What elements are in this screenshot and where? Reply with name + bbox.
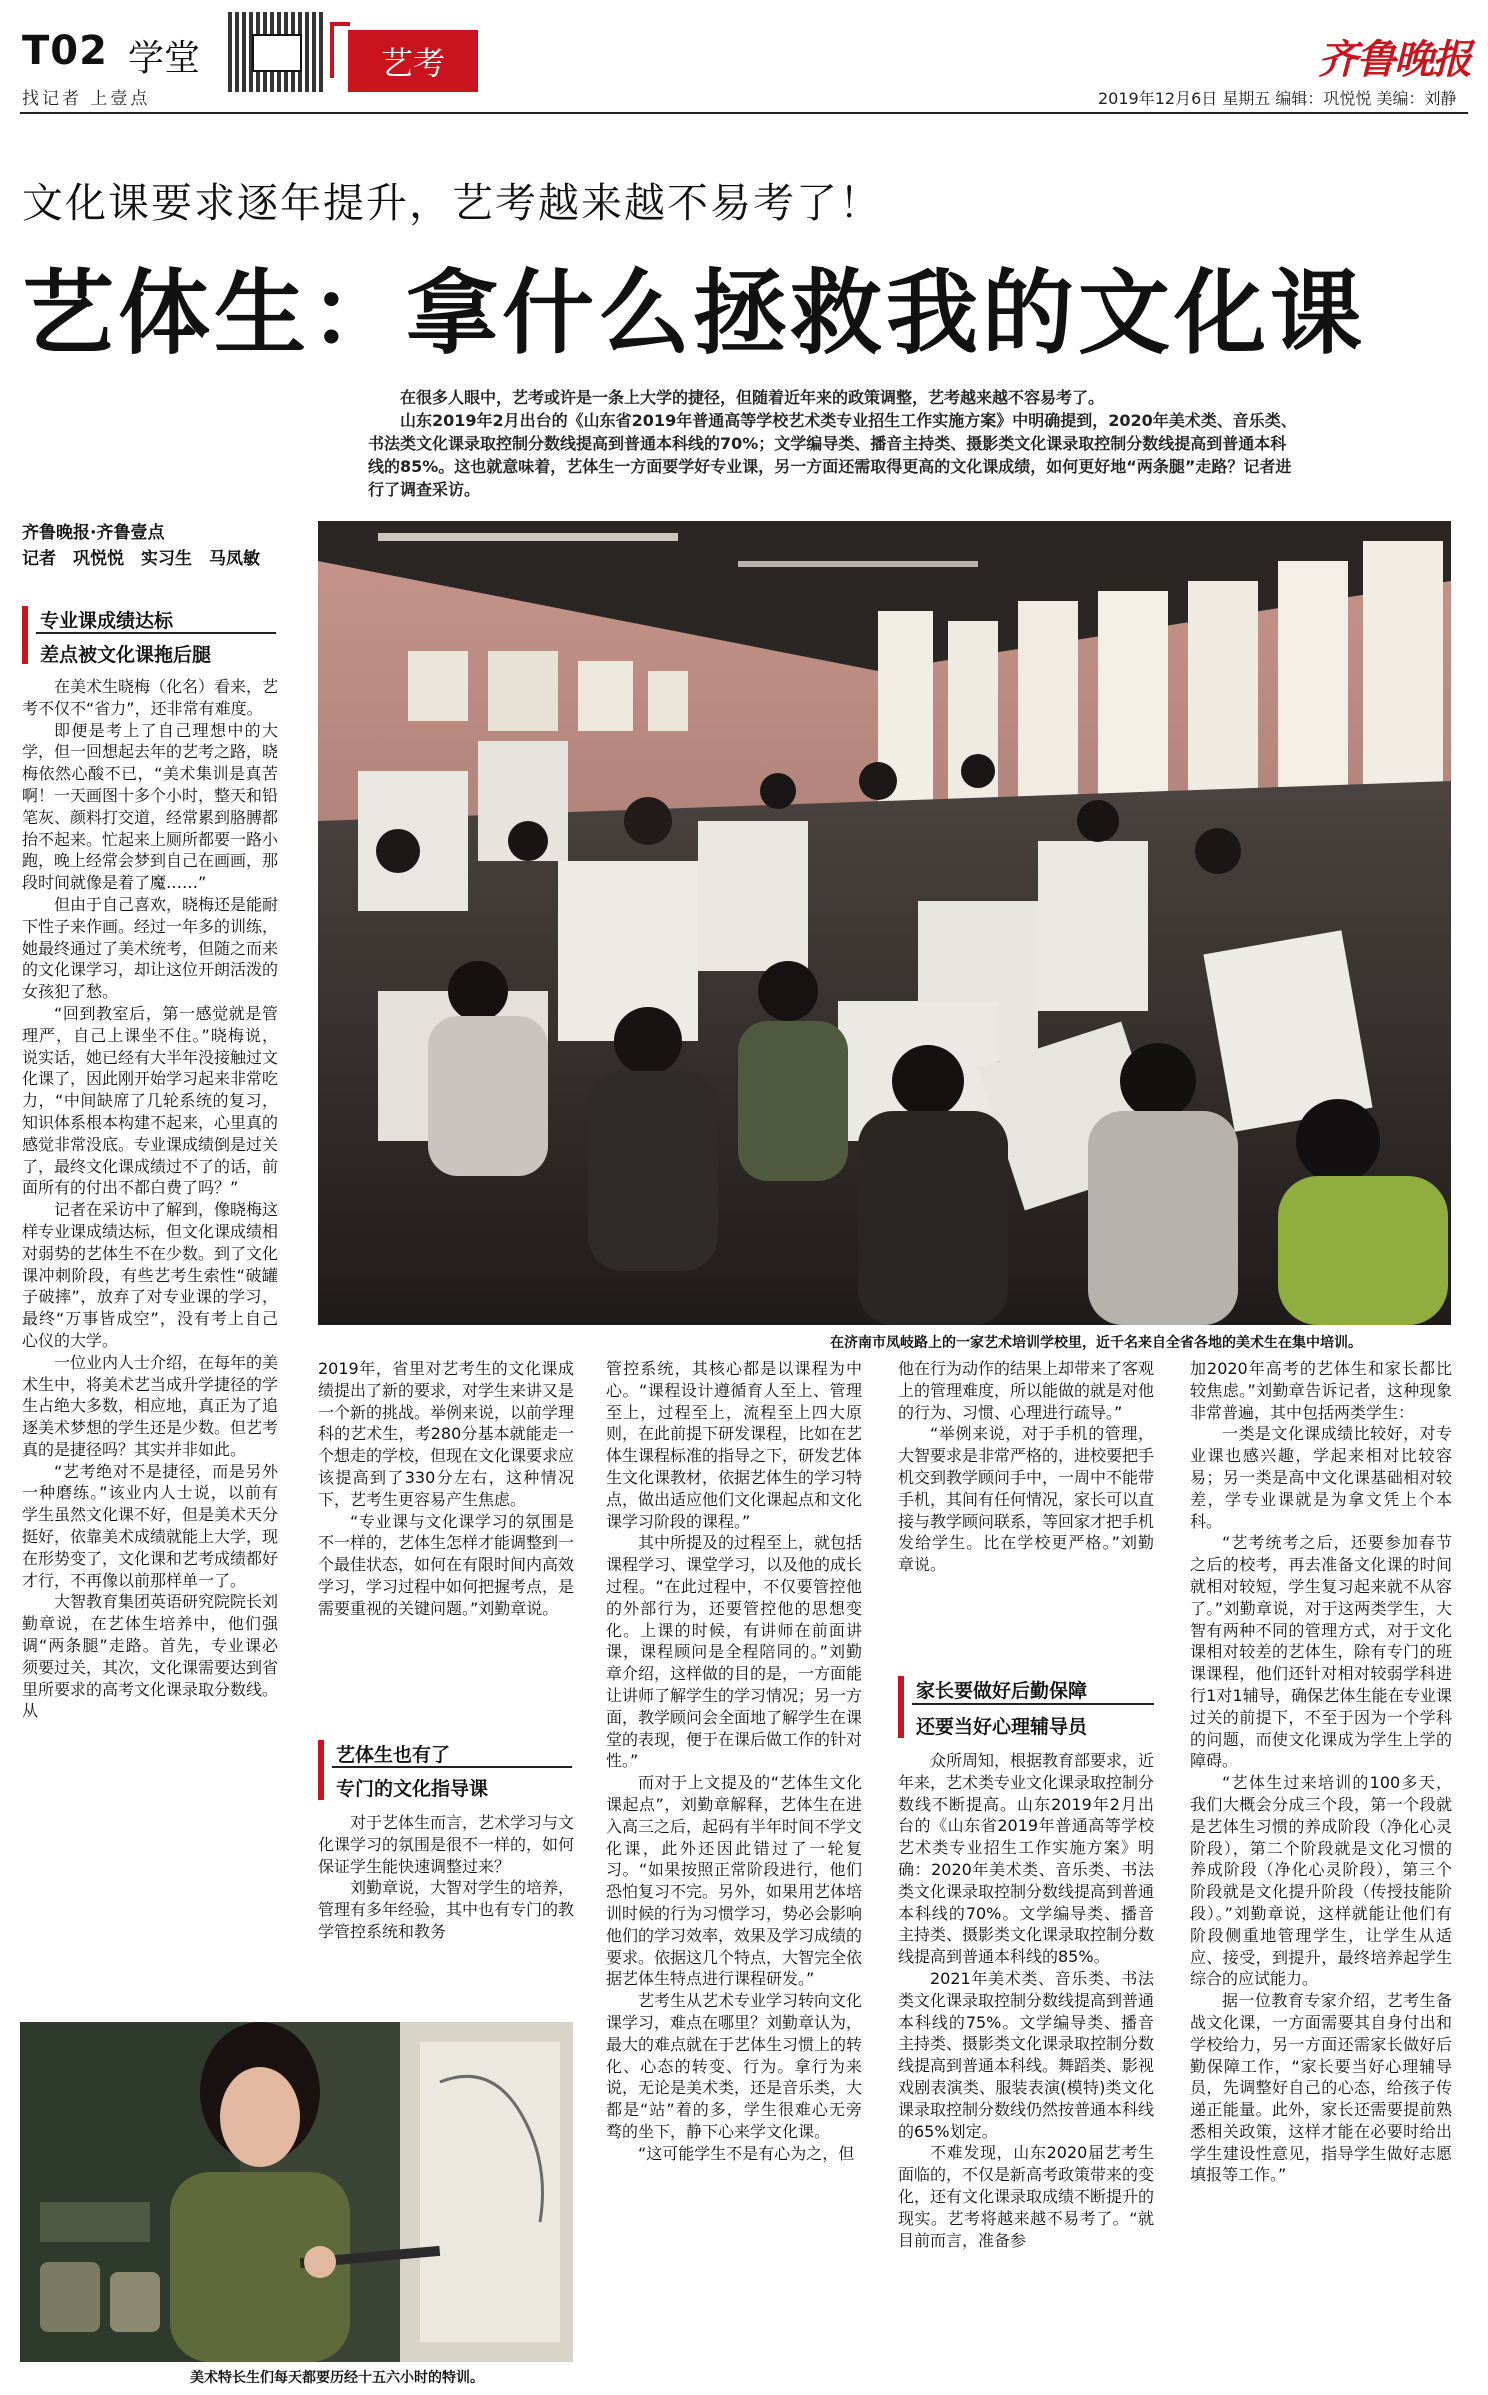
paragraph: “这可能学生不是有心为之，但 [638, 2143, 855, 2163]
paragraph: 众所周知，根据教育部要求，近年来，艺术类专业文化课录取控制分数线不断提高。山东2019年2月出台的《山东省2019年普通高等学校艺术类专业招生工作实施方案》明确：2020年美术类、音乐类、书法类文化课录取控制分数线提高到普通本科线的70%。文学编导类、播音主持类、摄影类文化课录取控制分数线提高到普通本科线的85%。 [898, 1751, 1154, 1967]
subhead-3-bar [898, 1676, 904, 1738]
subhead-1-line-2: 差点被文化课拖后腿 [40, 644, 212, 666]
subhead-3-line-1: 家长要做好后勤保障 [916, 1680, 1088, 1702]
classroom-photo [318, 521, 1451, 1325]
subhead-2-rule [332, 1766, 572, 1768]
paragraph: 一类是文化课成绩比较好，对专业课也感兴趣，学起来相对比较容易；另一类是高中文化课基础相对较差，学专业课就是为拿文凭上个本科。 [1190, 1424, 1452, 1531]
paragraph: 刘勤章说，大智对学生的培养，管理有多年经验，其中也有专门的教学管控系统和教务 [318, 1878, 574, 1941]
lead-line-2: 山东2019年2月出台的《山东省2019年普通高等学校艺术类专业招生工作实施方案》中明确提到，2020年美术类、音乐类、书法类文化课录取控制分数线提高到普通本科线的70%；文学编导类、播音主持类、摄影类文化课录取控制分数线提高到普通本科线的85%。这也就意味着，艺体生一方面要学好专业课，另一方面还需取得更高的文化课成绩，如何更好地“两条腿”走路？记者进行了调查采访。 [368, 411, 1297, 499]
article-column-5 [1190, 1358, 1452, 2363]
paragraph: “艺体生过来培训的100多天，我们大概会分成三个段，第一个段就是艺体生习惯的养成阶段（净化心灵阶段），第二个阶段就是文化习惯的养成阶段（净化心灵阶段），第三个阶段就是文化提升阶段（传授技能阶段）。”刘勤章说，这样就能让他们有阶段侧重地管理学生，让学生从适应、接受，到提升，最终培养起学生综合的应试能力。 [1190, 1773, 1452, 1989]
main-headline: 艺体生：拿什么拯救我的文化课 [22, 260, 1367, 367]
paragraph: 管控系统，其核心都是以课程为中心。“课程设计遵循育人至上、管理至上，过程至上，流程至上四大原则，在此前提下研发课程，比如在艺体生课程标准的指导之下，研发艺体生文化课教材，依据艺体生的学习特点，做出适应他们文化课起点和文化课学习阶段的课程。” [606, 1359, 862, 1531]
article-column-2 [318, 1358, 574, 1726]
paragraph: “艺考统考之后，还要参加春节之后的校考，再去准备文化课的时间就相对较短，学生复习起来就不从容了。”刘勤章说，对于这两类学生，大智有两种不同的管理方式，对于文化课相对较差的艺体生，除有专门的班课课程，他们还针对相对较弱学科进行1对1辅导，确保艺体生能在专业课过关的前提下，不至于因为一个学科的问题，而使文化课成为学生上学的障碍。 [1190, 1533, 1452, 1771]
lead-line-1: 在很多人眼中，艺考或许是一条上大学的捷径，但随着近年来的政策调整，艺考越来越不容易考了。 [400, 388, 1105, 407]
paragraph: 不难发现，山东2020届艺考生面临的，不仅是新高考政策带来的变化，还有文化课录取成绩不断提升的现实。艺考将越来越不易考了。“就目前而言，准备参 [898, 2143, 1154, 2250]
article-column-1 [22, 676, 278, 2016]
paragraph: 其中所提及的过程至上，就包括课程学习、课堂学习，以及他的成长过程。“在此过程中，不仅要管控他的外部行为，还要管控他的思想变化。上课的时候，有讲师在前面讲课，课程顾问是全程陪同的。”刘勤章介绍，这样做的目的是，一方面能让讲师了解学生的学习情况；另一方面，教学顾问会全面地了解学生在课堂的表现，便于在课后做工作的针对性。” [606, 1533, 862, 1771]
newspaper-logo: 齐鲁晚报 [1318, 36, 1470, 83]
paragraph: 大智教育集团英语研究院院长刘勤章说，在艺体生培养中，他们强调“两条腿”走路。首先，专业课必须要过关，其次，文化课需要达到省里所要求的高考文化课录取分数线。从 [22, 1592, 278, 1721]
qr-code-logo-icon [252, 34, 302, 72]
paragraph: 加2020年高考的艺体生和家长都比较焦虑。”刘勤章告诉记者，这种现象非常普遍，其中包括两类学生： [1190, 1359, 1452, 1422]
article-column-3 [606, 1358, 862, 2363]
byline-authors: 记者 巩悦悦 实习生 马凤敏 [22, 549, 260, 569]
article-column-4 [898, 1358, 1154, 1660]
article-column-4-continued [898, 1750, 1154, 2365]
paragraph: 他在行为动作的结果上却带来了客观上的管理难度，所以能做的就是对他的行为、习惯、心理进行疏导。” [898, 1359, 1154, 1422]
section-tag: 艺考 [380, 44, 445, 82]
subhead-1-line-1: 专业课成绩达标 [40, 610, 174, 632]
section-name: 学堂 [128, 38, 201, 79]
paragraph: “艺考绝对不是捷径，而是另外一种磨练。”该业内人士说，以前有学生虽然文化课不好，但是美术天分挺好，依靠美术成绩就能上大学，现在形势变了，文化课和艺考成绩都好才行，不再像以前那样单一了。 [22, 1461, 278, 1590]
article-column-2-continued [318, 1812, 574, 2017]
paragraph: 2021年美术类、音乐类、书法类文化课录取控制分数线提高到普通本科线的75%。文学编导类、播音主持类、摄影类文化课录取控制分数线提高到普通本科线。舞蹈类、影视戏剧表演类、服装表演(模特)类文化课录取控制分数线仍然按普通本科线的65%划定。 [898, 1968, 1154, 2141]
paragraph: 一位业内人士介绍，在每年的美术生中，将美术艺当成升学捷径的学生占绝大多数，相应地，真正为了追逐美术梦想的学生还是少数。但艺考真的是捷径吗？其实并非如此。 [22, 1352, 278, 1459]
paragraph: 而对于上文提及的“艺体生文化课起点”，刘勤章解释，艺体生在进入高三之后，起码有半年时间不学文化课，此外还因此错过了一轮复习。“如果按照正常阶段进行，他们恐怕复习不完。另外，如果用艺体培训时候的行为习惯学习，势必会影响他们的学习效率，效果及学习成绩的要求。依据这几个特点，大智完全依据艺体生特点进行课程研发。” [606, 1773, 862, 1989]
paragraph: 但由于自己喜欢，晓梅还是能耐下性子来作画。经过一年多的训练，她最终通过了美术统考，但随之而来的文化课学习，却让这位开朗活泼的女孩犯了愁。 [22, 894, 278, 1002]
page-number: T02 [22, 28, 108, 74]
paragraph: 2019年，省里对艺考生的文化课成绩提出了新的要求，对学生来讲又是一个新的挑战。举例来说，以前学理科的艺术生，考280分基本就能走一个想走的学校，但现在文化课要求应该提高到了330分左右，这种情况下，艺考生更容易产生焦虑。 [318, 1359, 574, 1509]
paragraph: 对于艺体生而言，艺术学习与文化课学习的氛围是很不一样的，如何保证学生能快速调整过来？ [318, 1813, 574, 1876]
subhead-1-rule [36, 632, 276, 634]
lead-paragraph [368, 386, 1298, 501]
paragraph: 在美术生晓梅（化名）看来，艺考不仅不“省力”，还非常有难度。 [22, 677, 278, 718]
paragraph: 即便是考上了自己理想中的大学，但一回想起去年的艺考之路，晓梅依然心酸不已，“美术集训是真苦啊！一天画图十多个小时，整天和铅笔灰、颜料打交道，经常累到胳膊都抬不起来。忙起来上厕所都要一路小跑，晚上经常会梦到自己在画画，那段时间就像是着了魔……” [22, 720, 278, 893]
paragraph: “回到教室后，第一感觉就是管理严，自己上课坐不住。”晓梅说，说实话，她已经有大半年没接触过文化课了，因此刚开始学习起来非常吃力，“中间缺席了几轮系统的复习，知识体系根本构建不起来，心里真的感觉非常没底。专业课成绩倒是过关了，最终文化课成绩过不了的话，前面所有的付出不都白费了吗？” [22, 1003, 278, 1198]
student-painting-photo [20, 2022, 573, 2362]
paragraph: 记者在采访中了解到，像晓梅这样专业课成绩达标，但文化课成绩相对弱势的艺体生不在少数。到了文化课冲刺阶段，有些艺考生索性“破罐子破摔”，放弃了对专业课的学习，最终“万事皆成空”，没有考上自己心仪的大学。 [22, 1200, 278, 1350]
subhead-2-bar [318, 1740, 324, 1800]
kicker-headline: 文化课要求逐年提升，艺考越来越不易考了！ [22, 179, 882, 227]
subhead-3-rule [912, 1703, 1154, 1705]
paragraph: 艺考生从艺术专业学习转向文化课学习，难点在哪里？刘勤章认为，最大的难点就在于艺体生习惯上的转化、心态的转变、行为。拿行为来说，无论是美术类，还是音乐类，大都是“站”着的多，学生很难心无旁骛的坐下，静下心来学文化课。 [606, 1991, 862, 2141]
masthead-slogan: 找记者 上壹点 [22, 89, 151, 109]
subhead-1-bar [22, 606, 28, 664]
byline-source: 齐鲁晚报·齐鲁壹点 [22, 523, 165, 543]
paragraph: “专业课与文化课学习的氛围是不一样的，艺体生怎样才能调整到一个最佳状态，如何在有限时间内高效学习，学习过程中如何把握考点，是需要重视的关键问题。”刘勤章说。 [318, 1511, 574, 1618]
tag-bracket-decoration [330, 22, 350, 78]
main-photo-caption: 在济南市凤岐路上的一家艺术培训学校里，近千名来自全省各地的美术生在集中培训。 [830, 1335, 1362, 1351]
subhead-3-line-2: 还要当好心理辅导员 [916, 1716, 1088, 1738]
small-photo-caption: 美术特长生们每天都要历经十五六小时的特训。 [190, 2370, 484, 2386]
subhead-2-line-1: 艺体生也有了 [336, 1744, 451, 1766]
masthead-divider [20, 112, 1468, 114]
subhead-2-line-2: 专门的文化指导课 [336, 1778, 489, 1800]
paragraph: 据一位教育专家介绍，艺考生备战文化课，一方面需要其自身付出和学校给力，另一方面还需家长做好后勤保障工作，“家长要当好心理辅导员，先调整好自己的心态，给孩子传递正能量。此外，家长还需要提前熟悉相关政策，这样才能在必要时给出学生建设性意见，指导学生做好志愿填报等工作。” [1190, 1991, 1452, 2185]
paragraph: “举例来说，对于手机的管理，大智要求是非常严格的，进校要把手机交到教学顾问手中，一周中不能带手机，其间有任何情况，家长可以直接与教学顾问联系，等回家才把手机发给学生。比在学校更严格。”刘勤章说。 [898, 1424, 1154, 1575]
masthead-info: 2019年12月6日 星期五 编辑：巩悦悦 美编：刘静 [1098, 89, 1457, 108]
